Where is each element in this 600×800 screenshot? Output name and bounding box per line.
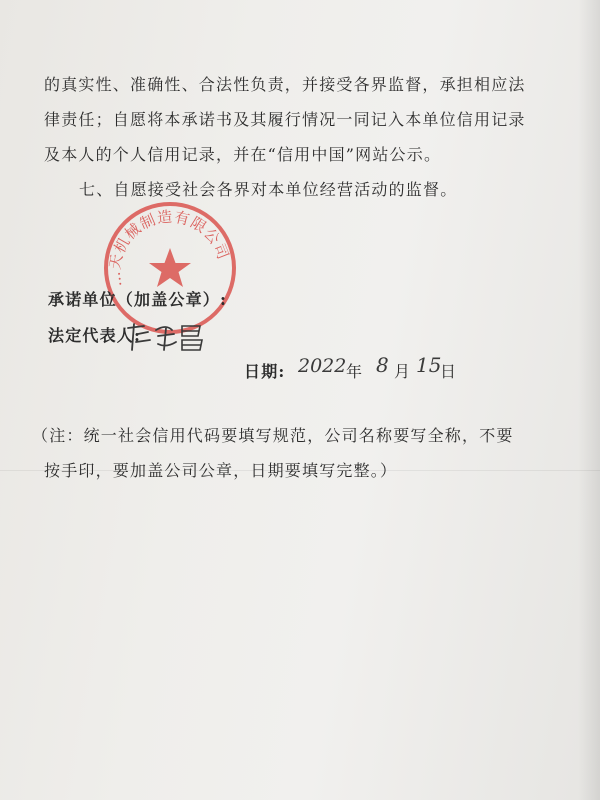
date-year-unit: 年 — [346, 362, 364, 381]
company-label: 承诺单位（加盖公章）: — [48, 290, 228, 309]
para6-line1: 的真实性、准确性、合法性负责，并接受各界监督，承担相应法 — [44, 75, 526, 94]
handwritten-signature — [122, 318, 208, 354]
date-month: 8 — [376, 353, 389, 377]
seal-text: …天机械制造有限公司 — [105, 207, 233, 288]
company-seal — [100, 198, 240, 338]
para6-line3: 及本人的个人信用记录，并在“信用中国”网站公示。 — [44, 145, 442, 164]
seal-star-icon — [149, 248, 191, 287]
date-month-unit: 月 — [394, 362, 412, 381]
date-year: 2022 — [298, 355, 347, 377]
legal-rep-label: 法定代表人: — [48, 326, 142, 345]
date-day-unit: 日 — [440, 362, 458, 381]
date-label: 日期: — [244, 362, 286, 381]
para6-line2: 律责任；自愿将本承诺书及其履行情况一同记入本单位信用记录 — [44, 110, 526, 129]
paper-edge-shadow — [578, 0, 600, 800]
para7-text: 七、自愿接受社会各界对本单位经营活动的监督。 — [79, 180, 458, 199]
note-line2: 按手印，要加盖公司公章，日期要填写完整。） — [44, 461, 398, 480]
note-line1: （注：统一社会信用代码要填写规范，公司名称要写全称，不要 — [32, 426, 514, 445]
date-day: 15 — [416, 353, 442, 377]
